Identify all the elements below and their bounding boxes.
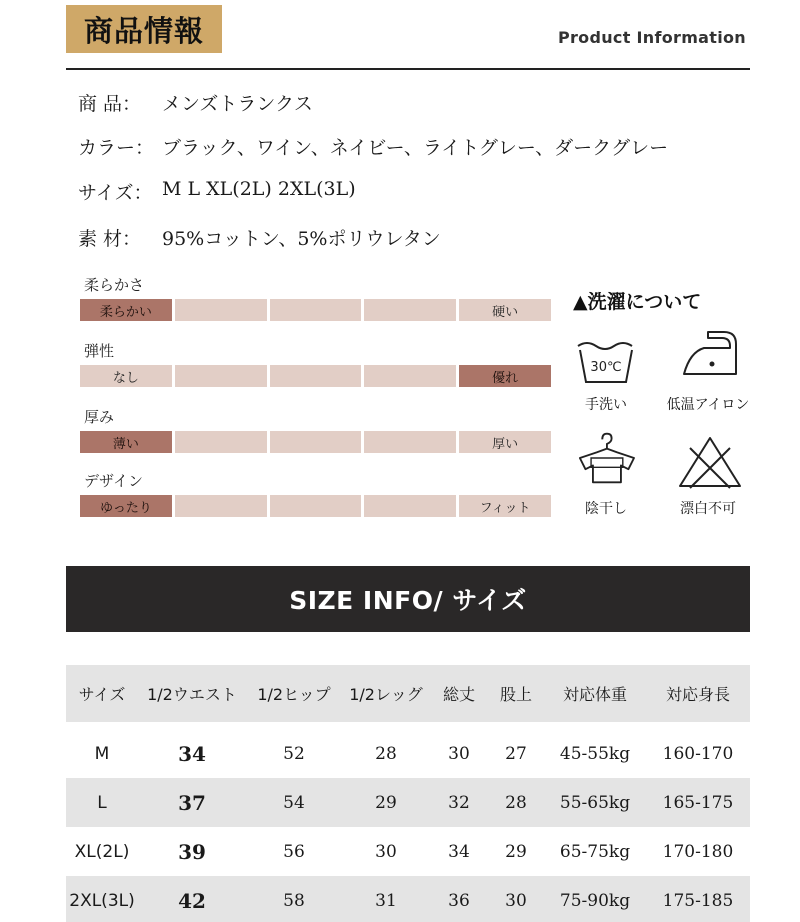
scale-cell bbox=[175, 365, 267, 387]
scale-cell bbox=[270, 431, 362, 453]
size-cell: 2XL(3L) bbox=[69, 890, 135, 911]
column-header: サイズ bbox=[78, 685, 126, 704]
spec-value: 95%コットン、5%ポリウレタン bbox=[162, 228, 441, 250]
size-cell: XL(2L) bbox=[74, 841, 130, 862]
waist-cell: 37 bbox=[178, 790, 206, 815]
scale-cell bbox=[270, 365, 362, 387]
spec-value: メンズトランクス bbox=[162, 93, 313, 115]
scale-cell bbox=[270, 495, 362, 517]
scale-cell-right: 厚い bbox=[459, 431, 551, 453]
scale-cell-left: 薄い bbox=[80, 431, 172, 453]
column-header: 1/2レッグ bbox=[349, 685, 423, 704]
softness-label: 柔らかさ bbox=[84, 276, 145, 294]
product-info-title-en: Product Information bbox=[557, 28, 746, 47]
thickness-label: 厚み bbox=[84, 408, 115, 426]
size-table bbox=[66, 665, 750, 922]
height-cell: 170-180 bbox=[662, 841, 734, 862]
column-header: 総丈 bbox=[442, 685, 475, 704]
waist-cell: 42 bbox=[178, 888, 206, 913]
hand-wash-label: 手洗い bbox=[585, 397, 627, 413]
scale-cell bbox=[175, 495, 267, 517]
low-iron-icon bbox=[676, 326, 744, 382]
spec-material bbox=[78, 224, 441, 251]
spec-label: 商 品： bbox=[78, 93, 142, 115]
design-label: デザイン bbox=[84, 472, 143, 490]
elasticity-label: 弾性 bbox=[84, 342, 115, 360]
scale-cell bbox=[175, 431, 267, 453]
table-header-row bbox=[66, 665, 750, 722]
waist-cell: 34 bbox=[178, 741, 206, 766]
softness-scale bbox=[80, 299, 551, 321]
rise-cell: 29 bbox=[505, 841, 527, 862]
low-iron-label: 低温アイロン bbox=[666, 397, 750, 413]
scale-cell-left: ゆったり bbox=[80, 495, 172, 517]
no-bleach-icon bbox=[676, 434, 744, 490]
rise-cell: 28 bbox=[505, 792, 527, 813]
spec-label: カラー： bbox=[78, 137, 155, 159]
hip-cell: 54 bbox=[283, 792, 305, 813]
no-bleach-label: 漂白不可 bbox=[680, 501, 736, 517]
leg-cell: 31 bbox=[375, 890, 397, 911]
rise-cell: 27 bbox=[505, 743, 527, 764]
care-title: ▲洗濯について bbox=[573, 291, 702, 313]
header-divider bbox=[66, 68, 750, 70]
column-header: 対応体重 bbox=[562, 685, 627, 704]
size-cell: M bbox=[94, 743, 110, 764]
weight-cell: 55-65kg bbox=[559, 792, 631, 813]
rise-cell: 30 bbox=[505, 890, 527, 911]
weight-cell: 45-55kg bbox=[559, 743, 631, 764]
spec-color bbox=[78, 133, 668, 160]
length-cell: 30 bbox=[448, 743, 470, 764]
scale-cell bbox=[364, 431, 456, 453]
height-cell: 160-170 bbox=[662, 743, 734, 764]
spec-value: M L XL(2L) 2XL(3L) bbox=[162, 178, 356, 200]
leg-cell: 28 bbox=[375, 743, 397, 764]
length-cell: 34 bbox=[448, 841, 470, 862]
height-cell: 175-185 bbox=[662, 890, 734, 911]
waist-cell: 39 bbox=[178, 839, 206, 864]
hip-cell: 52 bbox=[283, 743, 305, 764]
table-row bbox=[66, 778, 750, 827]
hip-cell: 58 bbox=[283, 890, 305, 911]
table-row bbox=[66, 729, 750, 778]
weight-cell: 65-75kg bbox=[559, 841, 631, 862]
size-cell: L bbox=[97, 792, 107, 813]
shade-dry-label: 陰干し bbox=[585, 501, 627, 517]
spec-product bbox=[78, 89, 313, 116]
table-row bbox=[66, 827, 750, 876]
product-info-title: 商品情報 bbox=[66, 5, 222, 53]
spec-value: ブラック、ワイン、ネイビー、ライトグレー、ダークグレー bbox=[162, 137, 669, 159]
hip-cell: 56 bbox=[283, 841, 305, 862]
leg-cell: 29 bbox=[375, 792, 397, 813]
scale-cell bbox=[364, 365, 456, 387]
hand-wash-icon bbox=[572, 332, 640, 388]
scale-cell-left: 柔らかい bbox=[80, 299, 172, 321]
scale-cell bbox=[364, 299, 456, 321]
column-header: 1/2ヒップ bbox=[257, 685, 331, 704]
spec-label: 素 材： bbox=[78, 228, 142, 250]
scale-cell-right: 硬い bbox=[459, 299, 551, 321]
table-row bbox=[66, 876, 750, 922]
scale-cell-left: なし bbox=[80, 365, 172, 387]
spec-label: サイズ： bbox=[78, 182, 153, 204]
elasticity-scale bbox=[80, 365, 551, 387]
scale-cell bbox=[270, 299, 362, 321]
leg-cell: 30 bbox=[375, 841, 397, 862]
scale-cell-right: フィット bbox=[459, 495, 551, 517]
length-cell: 36 bbox=[448, 890, 470, 911]
column-header: 対応身長 bbox=[665, 685, 730, 704]
scale-cell-right: 優れ bbox=[459, 365, 551, 387]
wash-temp-label: 30℃ bbox=[590, 360, 622, 375]
weight-cell: 75-90kg bbox=[559, 890, 631, 911]
spec-size bbox=[78, 178, 356, 205]
scale-cell bbox=[175, 299, 267, 321]
design-scale bbox=[80, 495, 551, 517]
shade-dry-icon bbox=[572, 430, 640, 486]
column-header: 股上 bbox=[499, 685, 532, 704]
thickness-scale bbox=[80, 431, 551, 453]
size-info-banner: SIZE INFO/ サイズ bbox=[66, 566, 750, 632]
height-cell: 165-175 bbox=[662, 792, 734, 813]
length-cell: 32 bbox=[448, 792, 470, 813]
column-header: 1/2ウエスト bbox=[147, 685, 237, 704]
scale-cell bbox=[364, 495, 456, 517]
